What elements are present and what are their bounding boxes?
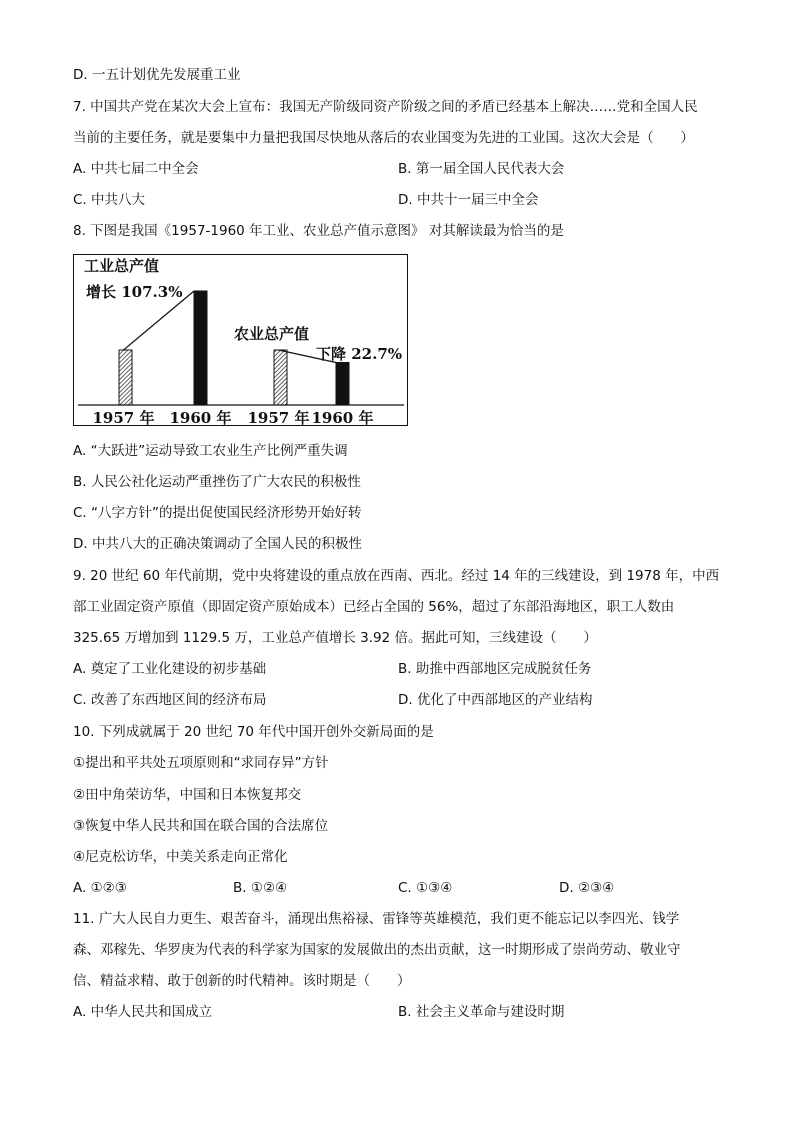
q9-stem-line-3: 325.65 万增加到 1129.5 万，工业总产值增长 3.92 倍。据此可知，三线建设（ ） <box>73 630 597 646</box>
production-chart <box>73 254 408 426</box>
q7-option-c: C. 中共八大 <box>73 192 146 208</box>
bar-1-1 <box>336 362 349 405</box>
q10-item-1: ①提出和平共处五项原则和“求同存异”方针 <box>73 755 329 771</box>
q10-option-d: D. ②③④ <box>559 880 615 896</box>
panel-annotation-0: 增长 107.3% <box>86 283 183 301</box>
q10-stem: 10. 下列成就属于 20 世纪 70 年代中国开创外交新局面的是 <box>73 724 434 740</box>
x-tick-label-1-1: 1960 年 <box>311 409 374 427</box>
q9-option-b: B. 助推中西部地区完成脱贫任务 <box>398 661 592 677</box>
bar-0-0 <box>119 350 132 405</box>
production-chart-svg <box>74 255 409 427</box>
q8-option-a: A. “大跃进”运动导致工农业生产比例严重失调 <box>73 443 348 459</box>
q7-stem-line-2: 当前的主要任务，就是要集中力量把我国尽快地从落后的农业国变为先进的工业国。这次大会是（ ） <box>73 130 694 146</box>
x-tick-label-0-1: 1960 年 <box>169 409 232 427</box>
q7-option-d: D. 中共十一届三中全会 <box>398 192 539 208</box>
panel-title-0: 工业总产值 <box>84 257 160 275</box>
q6-option-d: D. 一五计划优先发展重工业 <box>73 67 241 83</box>
q7-option-b: B. 第一届全国人民代表大会 <box>398 161 565 177</box>
q10-option-a: A. ①②③ <box>73 880 127 896</box>
bar-1-0 <box>274 350 287 405</box>
q8-option-c: C. “八字方针”的提出促使国民经济形势开始好转 <box>73 505 362 521</box>
bar-0-1 <box>194 291 207 405</box>
q11-option-a: A. 中华人民共和国成立 <box>73 1004 213 1020</box>
q9-stem-line-2: 部工业固定资产原值（即固定资产原始成本）已经占全国的 56%，超过了东部沿海地区，职工人数由 <box>73 599 675 615</box>
q8-stem: 8. 下图是我国《1957-1960 年工业、农业总产值示意图》 对其解读最为恰当的是 <box>73 223 564 239</box>
q7-stem-line-1: 7. 中国共产党在某次大会上宣布：我国无产阶级同资产阶级之间的矛盾已经基本上解决……党和全国人民 <box>73 99 698 115</box>
x-tick-label-1-0: 1957 年 <box>247 409 310 427</box>
q8-option-d: D. 中共八大的正确决策调动了全国人民的积极性 <box>73 536 362 552</box>
q10-item-4: ④尼克松访华，中美关系走向正常化 <box>73 849 288 865</box>
q9-option-a: A. 奠定了工业化建设的初步基础 <box>73 661 267 677</box>
q8-option-b: B. 人民公社化运动严重挫伤了广大农民的积极性 <box>73 474 361 490</box>
q10-option-c: C. ①③④ <box>398 880 453 896</box>
panel-annotation-1: 下降 22.7% <box>316 345 403 363</box>
panel-title-1: 农业总产值 <box>234 325 310 343</box>
x-tick-label-0-0: 1957 年 <box>92 409 155 427</box>
q10-option-b: B. ①②④ <box>233 880 288 896</box>
q11-option-b: B. 社会主义革命与建设时期 <box>398 1004 565 1020</box>
q11-stem-line-1: 11. 广大人民自力更生、艰苦奋斗，涌现出焦裕禄、雷锋等英雄模范，我们更不能忘记以李四光、钱学 <box>73 911 680 927</box>
q11-stem-line-3: 信、精益求精、敢于创新的时代精神。该时期是（ ） <box>73 973 411 989</box>
q7-option-a: A. 中共七届二中全会 <box>73 161 199 177</box>
q9-stem-line-1: 9. 20 世纪 60 年代前期，党中央将建设的重点放在西南、西北。经过 14 年的三线建设，到 1978 年，中西 <box>73 568 720 584</box>
q10-item-3: ③恢复中华人民共和国在联合国的合法席位 <box>73 818 329 834</box>
q10-item-2: ②田中角荣访华，中国和日本恢复邦交 <box>73 787 302 803</box>
q11-stem-line-2: 森、邓稼先、华罗庚为代表的科学家为国家的发展做出的杰出贡献，这一时期形成了崇尚劳动、敬业守 <box>73 942 681 958</box>
q9-option-c: C. 改善了东西地区间的经济布局 <box>73 692 267 708</box>
q9-option-d: D. 优化了中西部地区的产业结构 <box>398 692 593 708</box>
